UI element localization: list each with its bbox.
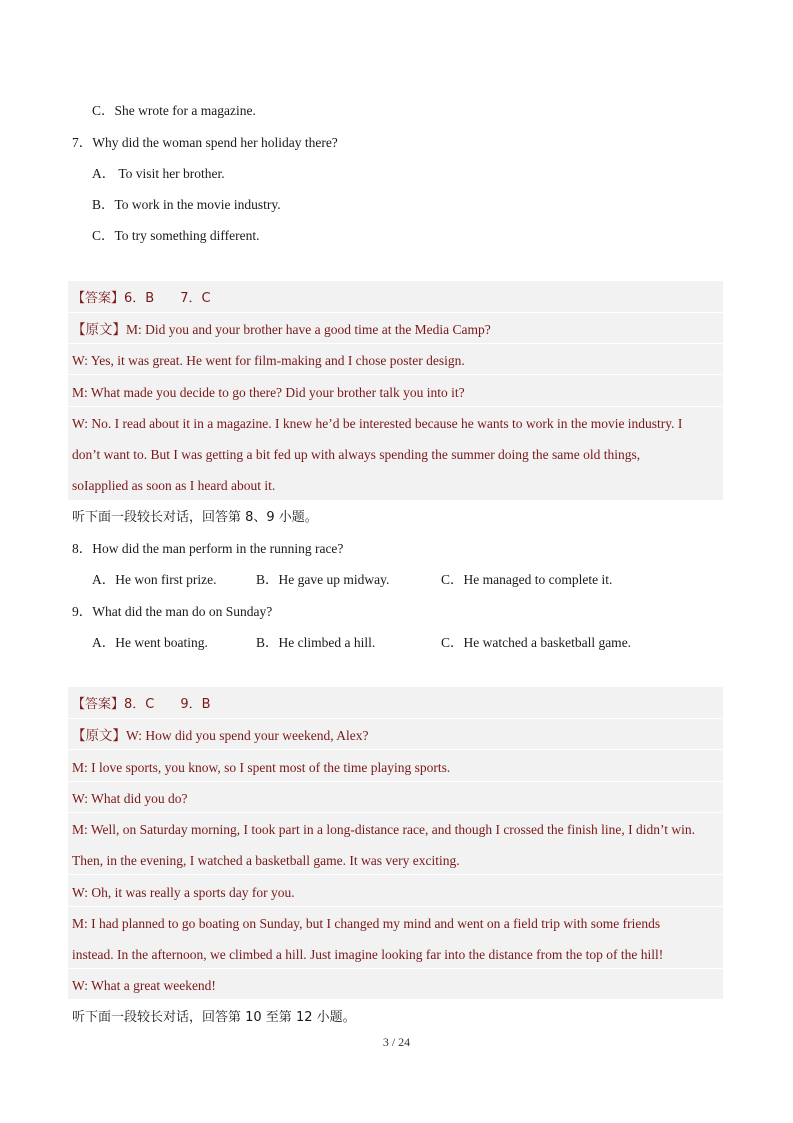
q9-question: 9．What did the man do on Sunday? bbox=[72, 604, 273, 619]
transcript-line: M: Well, on Saturday morning, I took part in a long-distance race, and though I crossed the finish line, I didn’t win. bbox=[72, 822, 696, 837]
answer-key-1: 【答案】6．B 7．C bbox=[72, 291, 211, 306]
answer-block-1 bbox=[68, 281, 723, 500]
page-number: 3 / 24 bbox=[382, 1035, 411, 1049]
transcript-line: M: I had planned to go boating on Sunday, but I changed my mind and went on a field trip with some friends bbox=[72, 916, 661, 931]
transcript-line: don’t want to. But I was getting a bit fed up with always spending the summer doing the same old things, bbox=[72, 447, 641, 462]
transcript-line: W: No. I read about it in a magazine. I knew he’d be interested because he wants to work in the movie industry. I bbox=[72, 416, 683, 431]
q7-question: 7．Why did the woman spend her holiday there? bbox=[72, 135, 338, 150]
q8-option-c: C．He managed to complete it. bbox=[441, 572, 613, 587]
q6-option-c: C．She wrote for a magazine. bbox=[92, 103, 256, 118]
transcript-line: 【原文】W: How did you spend your weekend, Alex? bbox=[72, 728, 369, 743]
transcript-line: 【原文】M: Did you and your brother have a good time at the Media Camp? bbox=[72, 322, 491, 337]
q8-option-b: B．He gave up midway. bbox=[256, 572, 390, 587]
transcript-line: W: What did you do? bbox=[72, 791, 188, 806]
section-instruction: 听下面一段较长对话，回答第 8、9 小题。 bbox=[72, 510, 318, 525]
q7-option-c: C．To try something different. bbox=[92, 228, 260, 243]
transcript-line: M: I love sports, you know, so I spent most of the time playing sports. bbox=[72, 760, 451, 775]
transcript-line: W: What a great weekend! bbox=[72, 978, 216, 993]
section-instruction: 听下面一段较长对话，回答第 10 至第 12 小题。 bbox=[72, 1010, 356, 1025]
q8-question: 8．How did the man perform in the running race? bbox=[72, 541, 344, 556]
answer-block-2 bbox=[68, 687, 723, 999]
q7-option-b: B．To work in the movie industry. bbox=[92, 197, 281, 212]
transcript-line: instead. In the afternoon, we climbed a hill. Just imagine looking far into the distance from the top of the hill! bbox=[72, 947, 664, 962]
q9-option-a: A．He went boating. bbox=[92, 635, 208, 650]
transcript-line: soIapplied as soon as I heard about it. bbox=[72, 478, 276, 493]
transcript-line: W: Oh, it was really a sports day for you. bbox=[72, 885, 295, 900]
transcript-line: M: What made you decide to go there? Did your brother talk you into it? bbox=[72, 385, 465, 400]
q7-option-a: A． To visit her brother. bbox=[92, 166, 225, 181]
transcript-line: Then, in the evening, I watched a basketball game. It was very exciting. bbox=[72, 853, 460, 868]
q9-option-c: C．He watched a basketball game. bbox=[441, 635, 632, 650]
q8-option-a: A．He won first prize. bbox=[92, 572, 217, 587]
transcript-line: W: Yes, it was great. He went for film-making and I chose poster design. bbox=[72, 353, 465, 368]
answer-key-2: 【答案】8．C 9．B bbox=[72, 697, 211, 712]
q9-option-b: B．He climbed a hill. bbox=[256, 635, 376, 650]
